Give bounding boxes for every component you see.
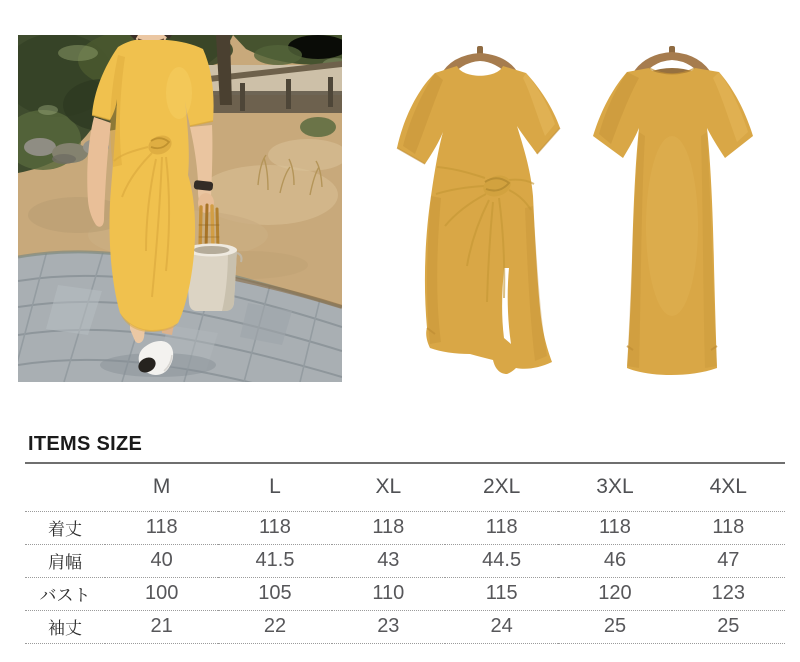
size-cell: 118 (485, 516, 518, 538)
size-table (25, 464, 785, 644)
size-col-header-4xl: 4XL (709, 475, 747, 499)
size-corner-cell (25, 464, 105, 511)
size-cell: 105 (258, 582, 292, 604)
size-col-header-xl: XL (375, 475, 402, 499)
size-row-label: 袖丈 (48, 619, 82, 638)
size-cell: 40 (150, 549, 173, 571)
size-cell: 21 (150, 615, 173, 637)
size-cell: 123 (711, 582, 745, 604)
size-table-header-row (25, 464, 785, 511)
size-col-header-l: L (269, 475, 281, 499)
size-row-label: 肩幅 (48, 553, 82, 572)
size-section-title: ITEMS SIZE (28, 433, 143, 455)
product-back-photo (583, 46, 763, 376)
lifestyle-photo (18, 35, 342, 382)
bucket-bag (186, 244, 242, 312)
size-cell: 43 (377, 549, 400, 571)
size-cell: 44.5 (482, 549, 522, 571)
back-highlight (646, 136, 698, 316)
size-cell: 25 (603, 615, 627, 637)
size-row-label: バスト (39, 586, 91, 605)
size-col-header-3xl: 3XL (596, 475, 634, 499)
size-section (25, 433, 785, 644)
size-cell: 118 (599, 516, 631, 538)
size-cell: 120 (598, 582, 632, 604)
front-dress (397, 66, 560, 374)
product-front-photo (385, 46, 570, 376)
size-cell: 47 (717, 549, 740, 571)
size-cell: 25 (717, 615, 740, 637)
size-row-length (25, 511, 785, 544)
size-cell: 118 (712, 516, 745, 538)
size-row-label: 着丈 (48, 520, 82, 539)
size-cell: 118 (259, 516, 291, 538)
size-cell: 24 (490, 615, 513, 637)
size-cell: 115 (485, 582, 518, 604)
size-cell: 22 (263, 615, 287, 637)
size-col-header-m: M (152, 475, 171, 499)
size-cell: 46 (603, 549, 627, 571)
size-cell: 118 (145, 516, 178, 538)
size-cell: 41.5 (255, 549, 295, 571)
size-cell: 118 (372, 516, 405, 538)
back-dress (593, 68, 753, 375)
size-row-shoulder (25, 544, 785, 577)
size-cell: 23 (377, 615, 400, 637)
size-row-bust (25, 577, 785, 610)
size-cell: 110 (372, 582, 405, 604)
size-cell: 100 (144, 582, 179, 604)
size-row-sleeve (25, 610, 785, 643)
size-col-header-2xl: 2XL (482, 475, 521, 499)
